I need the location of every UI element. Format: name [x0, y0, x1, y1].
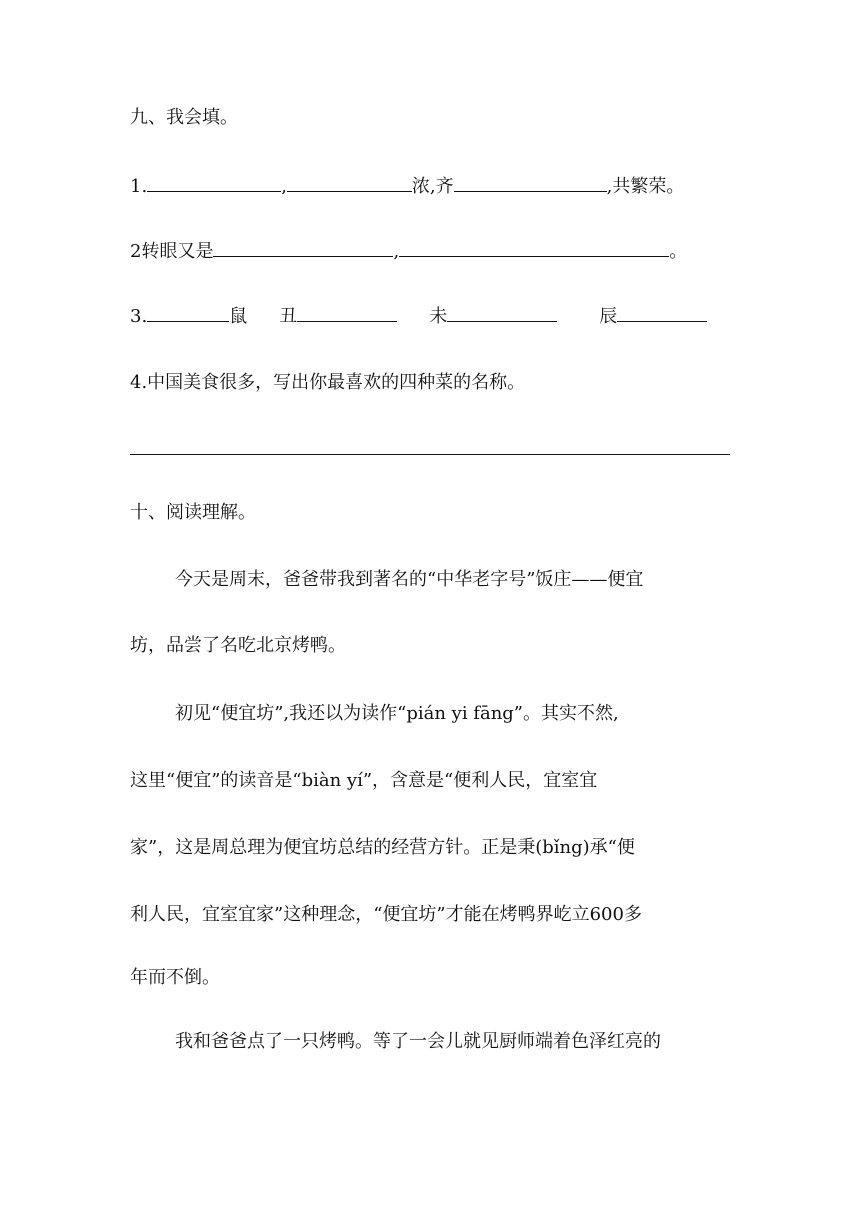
- q3-blank-3[interactable]: [447, 303, 557, 322]
- q3-blank-1[interactable]: [147, 303, 229, 322]
- q2-end: 。: [669, 241, 688, 262]
- question-1: [130, 173, 684, 199]
- q2-blank-1[interactable]: [213, 238, 393, 257]
- section-10-heading: 十、阅读理解。: [130, 502, 256, 523]
- q1-blank-2[interactable]: [287, 173, 412, 192]
- q2-prefix: 2转眼又是: [130, 241, 214, 262]
- q3-zodiac-2: 丑: [279, 306, 298, 327]
- question-2: [130, 238, 687, 264]
- q1-blank-3[interactable]: [454, 173, 607, 192]
- q3-zodiac-4: 辰: [599, 306, 618, 327]
- q3-zodiac-3: 未: [429, 306, 448, 327]
- reading-line-8: 我和爸爸点了一只烤鸭。等了一会儿就见厨师端着色泽红亮的: [175, 1031, 661, 1052]
- q1-text-1: 浓,齐: [411, 176, 454, 197]
- reading-line-6: 利人民，宜室宜家”这种理念，“便宜坊”才能在烤鸭界屹立600多: [130, 904, 642, 925]
- q1-number: 1.: [130, 176, 148, 197]
- reading-line-1: 今天是周末，爸爸带我到著名的“中华老字号”饭庄——便宜: [175, 569, 644, 590]
- reading-line-7: 年而不倒。: [130, 967, 220, 988]
- section-9-heading: 九、我会填。: [130, 107, 238, 128]
- q3-blank-2[interactable]: [297, 303, 397, 322]
- reading-line-5: 家”，这是周总理为便宜坊总结的经营方针。正是秉(bǐng)承“便: [130, 837, 635, 858]
- reading-line-2: 坊，品尝了名吃北京烤鸭。: [130, 635, 346, 656]
- reading-line-4: 这里“便宜”的读音是“biàn yí”，含意是“便利人民，宜室宜: [130, 770, 598, 791]
- q1-blank-1[interactable]: [147, 173, 281, 192]
- q3-number: 3.: [130, 306, 148, 327]
- question-4: 4.中国美食很多，写出你最喜欢的四种菜的名称。: [130, 372, 526, 393]
- reading-line-3: 初见“便宜坊”,我还以为读作“pián yi fāng”。其实不然,: [175, 703, 619, 724]
- question-3: [130, 303, 707, 329]
- q1-comma: ,: [281, 176, 287, 197]
- q4-answer-line[interactable]: [130, 454, 730, 455]
- q2-blank-2[interactable]: [399, 238, 669, 257]
- q2-comma: ,: [393, 241, 400, 262]
- q3-zodiac-1: 鼠: [229, 306, 248, 327]
- q1-text-2: ,共繁荣。: [606, 176, 685, 197]
- q3-blank-4[interactable]: [617, 303, 707, 322]
